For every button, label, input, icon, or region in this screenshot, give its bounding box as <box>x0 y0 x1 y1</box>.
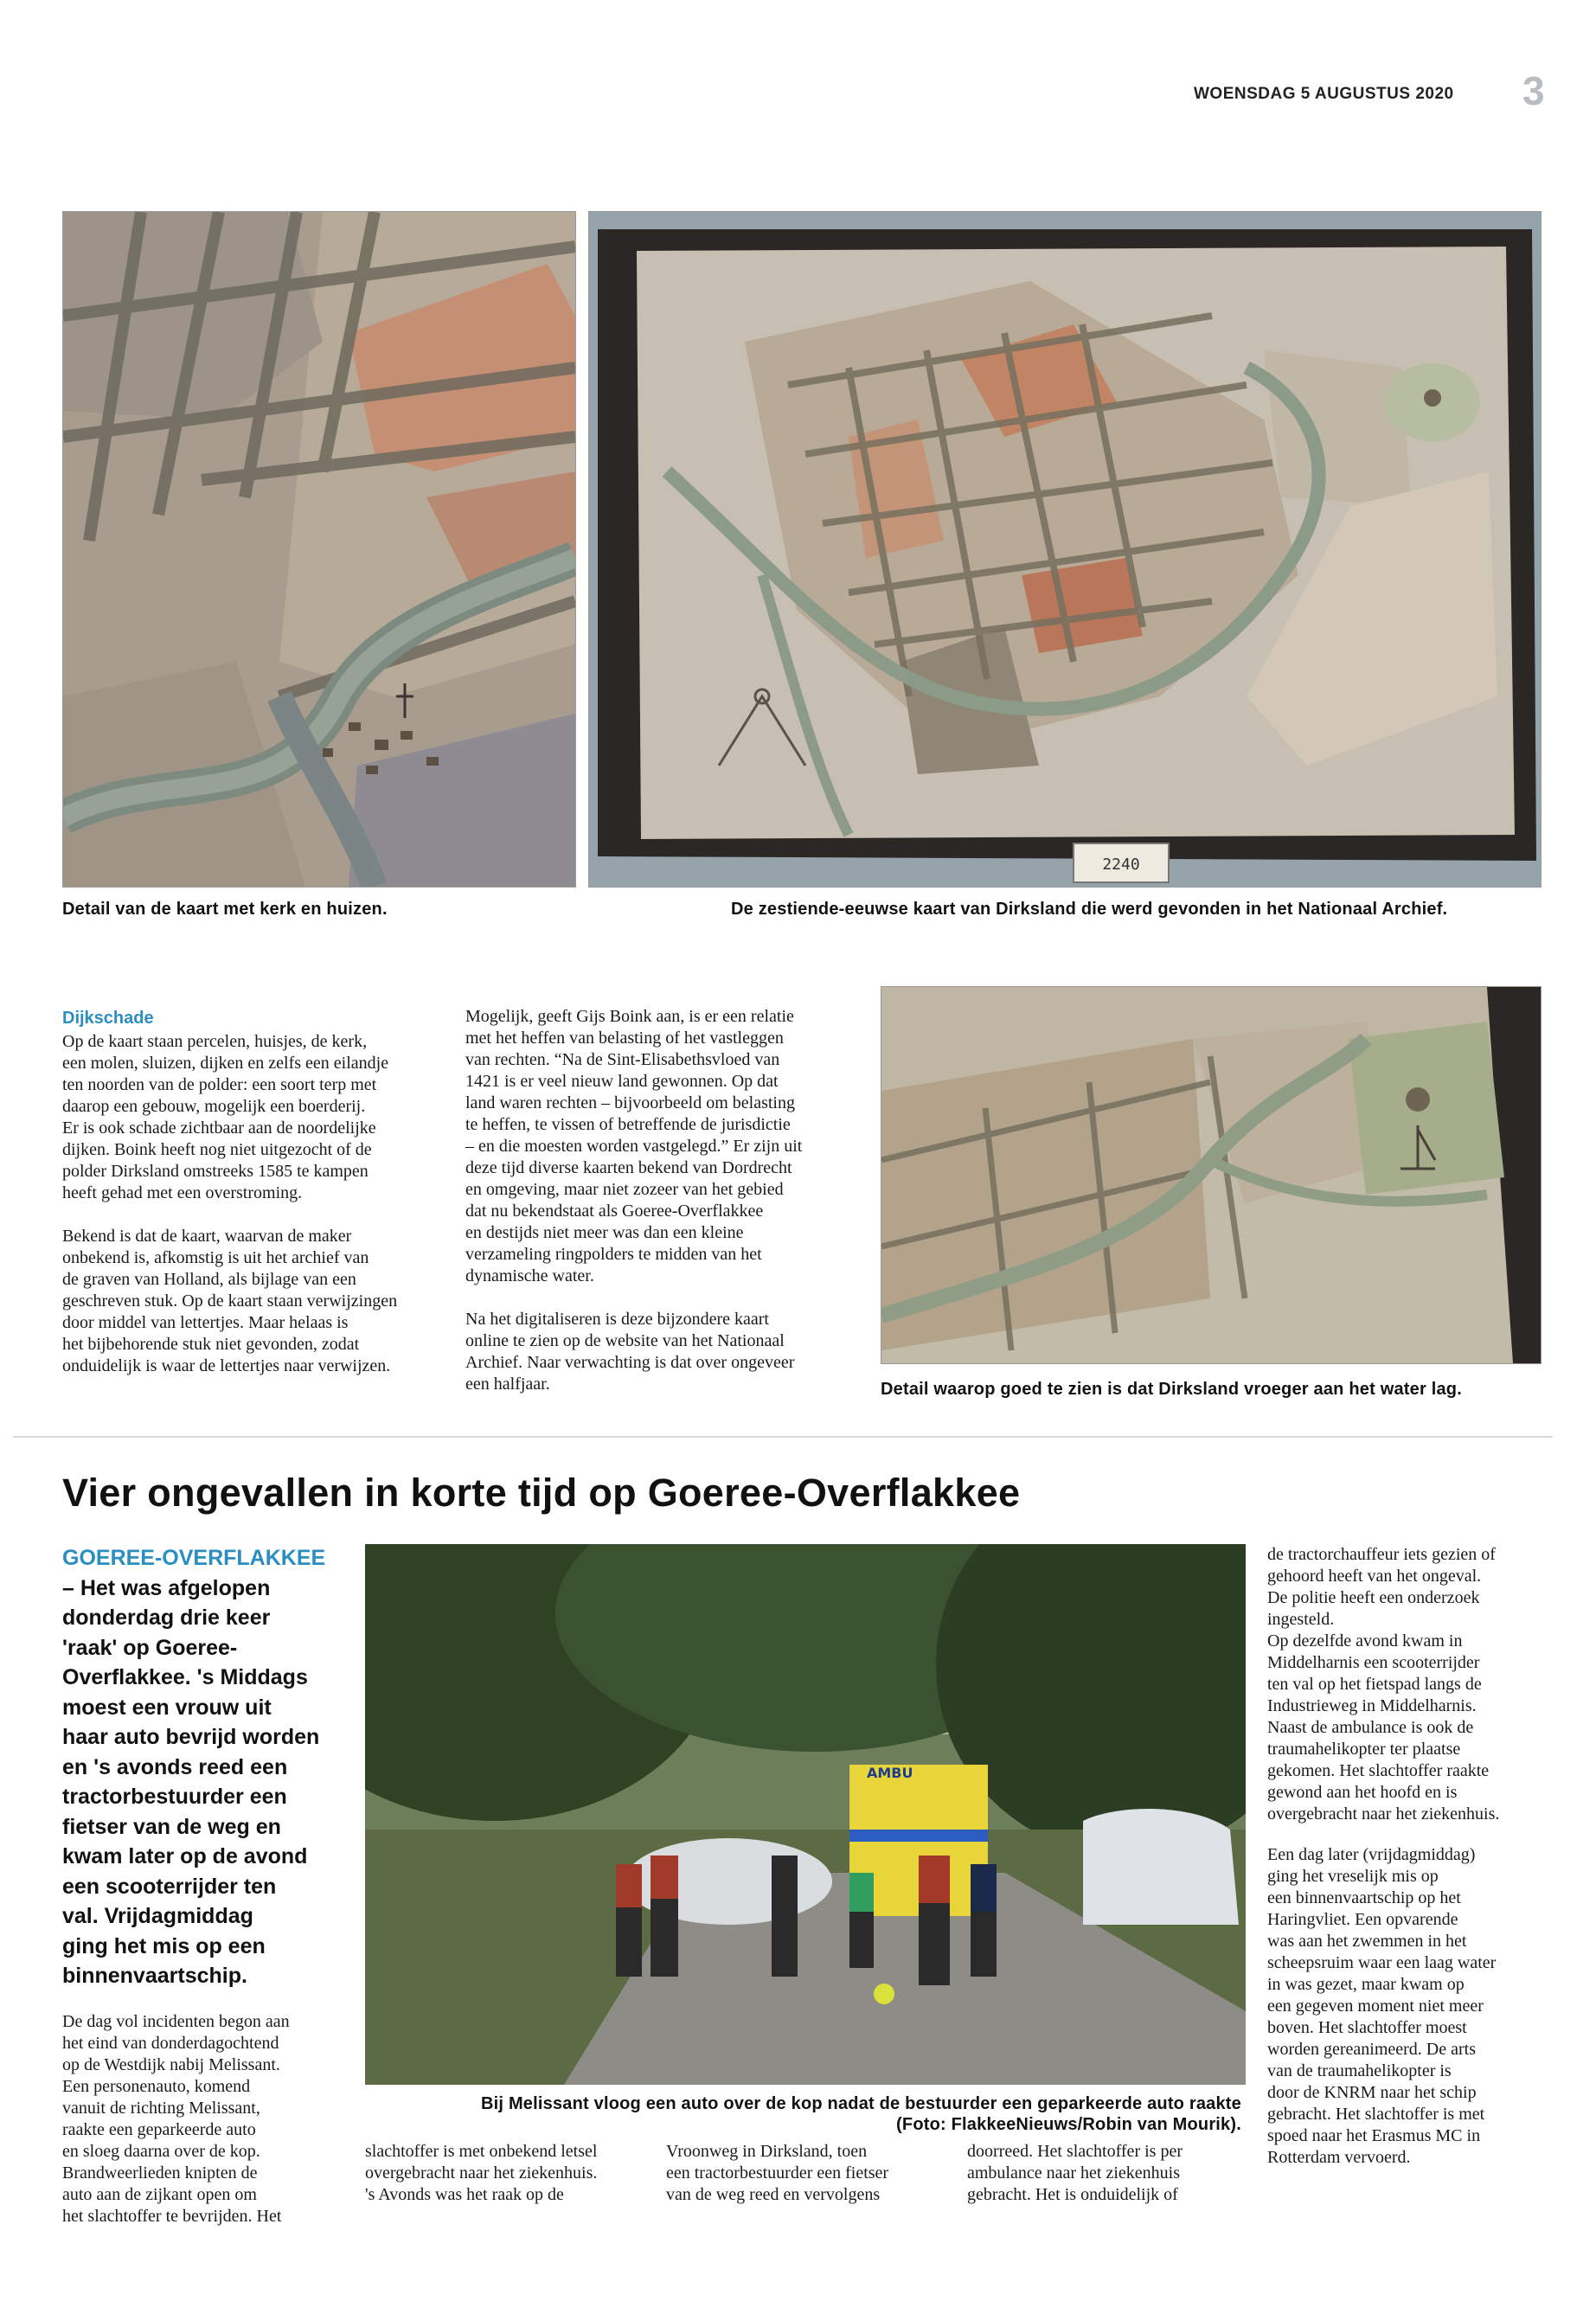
full-map-photo <box>588 211 1542 888</box>
map-detail-church-illustration <box>63 212 575 887</box>
paragraph: Na het digitaliseren is deze bijzondere kaart online te zien op de website van het Nationaal Archief. Naar verwachting is dat over ongeveer een halfjaar. <box>465 1310 795 1394</box>
accident-scene-illustration <box>365 1544 1246 2085</box>
accident-under-photo-column-1: slachtoffer is met onbekend letsel overgebracht naar het ziekenhuis. 's Avonds was het raak op de <box>365 2142 598 2204</box>
accident-photo <box>365 1544 1246 2085</box>
accident-under-photo-column-3: doorreed. Het slachtoffer is per ambulance naar het ziekenhuis gebracht. Het is onduidelijk of <box>967 2142 1183 2204</box>
article-headline: Vier ongevallen in korte tijd op Goeree-Overflakkee <box>62 1471 1021 1515</box>
accident-under-photo-column-2: Vroonweg in Dirksland, toen een tractorbestuurder een fietser van de weg reed en vervolgens <box>666 2142 889 2204</box>
page-number: 3 <box>1522 68 1545 113</box>
caption-full-map: De zestiende-eeuwse kaart van Dirksland die werd gevonden in het Nationaal Archief. <box>731 900 1448 919</box>
map-detail-church-photo <box>62 211 576 888</box>
ambulance-text: AMBU <box>867 1765 913 1781</box>
accident-right-column: de tractorchauffeur iets gezien of gehoord heeft van het ongeval. De politie heeft een onderzoek ingesteld. Op dezelfde avond kwam in Middelharnis een scooterrijder ten val op het fietspad langs de Industrieweg in Middelharnis. Naast de ambulance is ook de traumahelikopter ter plaatse gekomen. Het slachtoffer raakte gewond aan het hoofd en is overgebracht naar het ziekenhuis. Een dag later (vrijdagmiddag) ging het vreselijk mis op een binnenvaartschip op het Haringvliet. Een opvarende was aan het zwemmen in het scheepsruim waar een laag water in was gezet, maar kwam op een gegeven moment niet meer boven. Het slachtoffer moest worden gereanimeerd. De arts van de traumahelikopter is door de KNRM naar het schip gebracht. Het slachtoffer is met spoed naar het Erasmus MC in Rotterdam vervoerd. <box>1267 1545 1500 2167</box>
paragraph: Mogelijk, geeft Gijs Boink aan, is er een relatie met het heffen van belasting of het vastleggen van rechten. “Na de Sint-Elisabethsvloed van 1421 is er veel nieuw land gewonnen. Op dat land waren rechten – bijvoorbeeld om belasting te heffen, te vissen of betreffende de jurisdictie – en die moesten worden vastgelegd.” Er zijn uit deze tijd diverse kaarten bekend van Dordrecht en omgeving, maar niet zozeer van het gebied dat nu bekendstaat als Goeree-Overflakkee en destijds niet meer was dan een kleine verzameling ringpolders te midden van het dynamische water. <box>465 1007 803 1285</box>
full-map-illustration <box>589 212 1541 887</box>
section-divider <box>13 1436 1553 1438</box>
map-detail-water-illustration <box>881 987 1541 1363</box>
caption-detail-church: Detail van de kaart met kerk en huizen. <box>62 900 388 919</box>
article-lead: GOEREE-OVERFLAKKEE – Het was afgelopen donderdag drie keer 'raak' op Goeree- Overflakkee. 's Middags moest een vrouw uit haar auto bevrijd worden en 's avonds reed een tractorbestuurder een fietser van de weg en kwam later op de avond een scooterrijder ten val. Vrijdagmiddag ging het mis op een binnenvaartschip. <box>62 1546 326 1988</box>
issue-date: WOENSDAG 5 AUGUSTUS 2020 <box>1194 85 1454 103</box>
dateline-kicker: GOEREE-OVERFLAKKEE <box>62 1546 326 1570</box>
map-detail-water-photo <box>881 986 1542 1364</box>
map-article-column-2 <box>465 1006 846 1417</box>
paragraph: Bekend is dat de kaart, waarvan de maker onbekend is, afkomstig is uit het archief van de graven van Holland, als bijlage van een geschreven stuk. Op de kaart staan verwijzingen door middel van lettertjes. Maar helaas is het bijbehorende stuk niet gevonden, zodat onduidelijk is waar de lettertjes naar verwijzen. <box>62 1227 398 1375</box>
caption-accident: Bij Melissant vloog een auto over de kop nadat de bestuurder een geparkeerde auto raakte (Foto: FlakkeeNieuws/Robin van Mourik). <box>481 2094 1241 2134</box>
map-archive-label: 2240 <box>1102 856 1140 874</box>
accident-column-1: De dag vol incidenten begon aan het eind van donderdagochtend op de Westdijk nabij Melissant. Een personenauto, komend vanuit de richting Melissant, raakte een geparkeerde auto en sloeg daarna over de kop. Brandweerlieden knipten de auto aan de zijkant open om het slachtoffer te bevrijden. Het <box>62 2012 290 2226</box>
map-article-column-1 <box>62 1008 443 1399</box>
paragraph: Op de kaart staan percelen, huisjes, de kerk, een molen, sluizen, dijken en zelfs een eilandje ten noorden van de polder: een soort terp met daarop een gebouw, mogelijk een boerderij. Er is ook schade zichtbaar aan de noordelijke dijken. Boink heeft nog niet uitgezocht of de polder Dirksland omstreeks 1585 te kampen heeft gehad met een overstroming. <box>62 1032 389 1202</box>
caption-detail-water: Detail waarop goed te zien is dat Dirksland vroeger aan het water lag. <box>881 1380 1462 1399</box>
subhead-dijkschade: Dijkschade <box>62 1009 154 1028</box>
